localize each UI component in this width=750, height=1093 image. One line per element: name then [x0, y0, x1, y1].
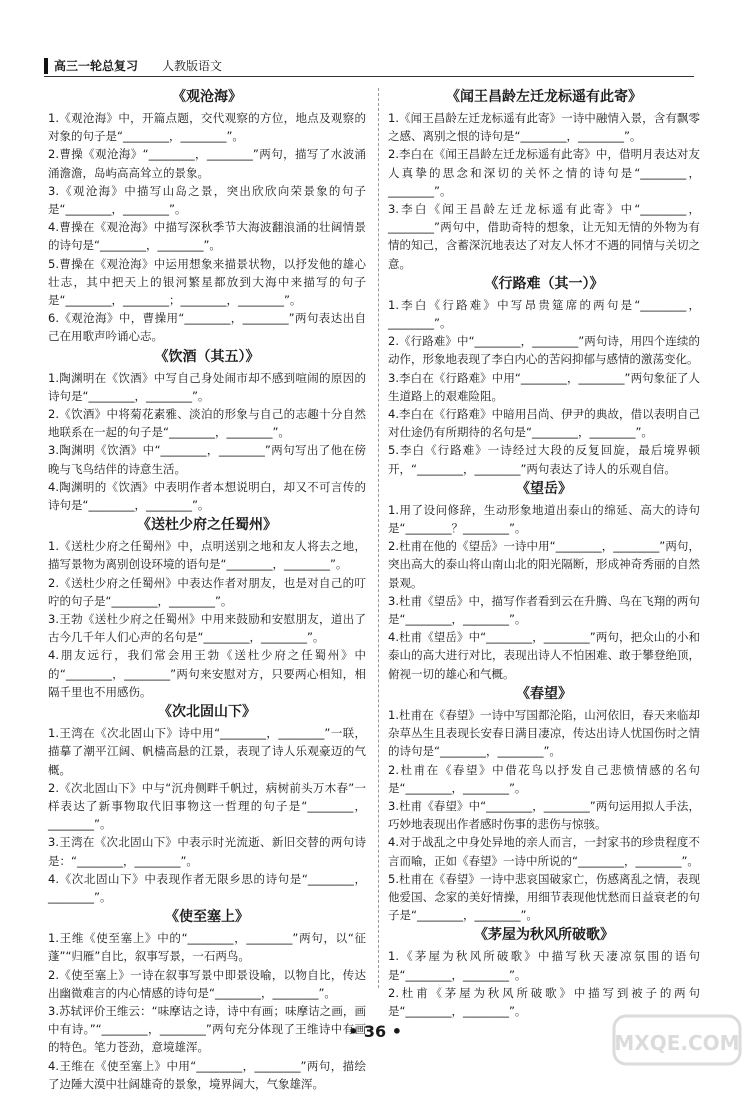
question-item: 1.《送杜少府之任蜀州》中，点明送别之地和友人将去之地，描写景物为离别创设环境的语句是“________，________”。	[48, 539, 366, 572]
section-title: 《闻王昌龄左迁龙标遥有此寄》	[446, 89, 642, 105]
section-title: 《饮酒（其五）》	[154, 348, 260, 365]
question-item: 1.《茅屋为秋风所破歌》中描写秋天凄凉氛围的语句是“________，________”。	[388, 949, 700, 982]
question-item: 3.杜甫《春望》中“________，________”两句运用拟人手法，巧妙地表现出作者感时伤事的悲伤与惊骇。	[388, 798, 700, 832]
question-item: 1.《观沧海》中，开篇点题，交代观察的方位，地点及观察的对象的句子是“________，________”。	[48, 111, 366, 144]
book-series-tag: 高三一轮总复习	[44, 58, 138, 74]
question-item: 4.对于战乱之中身处异地的亲人而言，一封家书的珍贵程度不言而喻，正如《春望》一诗中所说的“________，________”。	[388, 835, 700, 868]
question-item: 1.《闻王昌龄左迁龙标遥有此寄》一诗中融情入景，含有飘零之感、离别之恨的诗句是“________，________”。	[388, 111, 700, 144]
question-item: 3.《观沧海》中描写山岛之景，突出欣欣向荣景象的句子是“________，________”。	[48, 183, 366, 217]
section-title: 《行路难（其一）》	[484, 275, 604, 292]
question-item: 1.用了设问修辞，生动形象地道出泰山的绵延、高大的诗句是“________？________”。	[388, 502, 700, 536]
left-column	[48, 86, 366, 1093]
question-item: 4.陶渊明的《饮酒》中表明作者本想说明白，却又不可言传的诗句是“________，________”。	[48, 479, 366, 513]
question-item: 3.杜甫《望岳》中，描写作者看到云在升腾、鸟在飞翔的两句是“________，________”。	[388, 593, 700, 627]
question-item: 1.李白《行路难》中写昂贵筵席的两句是“________，________”。	[388, 297, 700, 331]
question-item: 4.王维在《使至塞上》中用“________，________”两句，描绘了边陲大漠中壮阔雄奇的景象，境界阔大，气象雄浑。	[48, 1058, 366, 1091]
section-title: 《使至塞上》	[165, 909, 249, 926]
question-item: 3.李白在《行路难》中用“________，________”两句象征了人生道路上的艰难险阻。	[388, 370, 700, 403]
question-item: 3.陶渊明《饮酒》中“________，________”两句写出了他在傍晚与飞鸟结伴的诗意生活。	[48, 443, 366, 476]
question-item: 3.王湾在《次北固山下》中表示时光流逝、新旧交替的两句诗是：“________，________”。	[48, 835, 366, 868]
section-title: 《送杜少府之任蜀州》	[137, 517, 277, 534]
page-number: • 36 •	[348, 1022, 402, 1041]
question-item: 2.《送杜少府之任蜀州》中表达作者对朋友，也是对自己的叮咛的句子是“________，________”。	[48, 575, 366, 608]
question-item: 2.杜甫在他的《望岳》一诗中用“________，________”两句，突出高大的泰山将山南山北的阳光隔断，形成神奇秀丽的自然景观。	[388, 539, 700, 590]
page-header	[44, 58, 694, 78]
section-title: 《次北固山下》	[158, 704, 256, 721]
question-item: 6.《观沧海》中，曹操用“________，________”两句表达出自己在用歌声吟诵心志。	[48, 311, 366, 344]
question-item: 4.李白在《行路难》中暗用吕尚、伊尹的典故，借以表明自己对仕途仍有所期待的名句是“________，________”。	[388, 407, 700, 440]
watermark-logo	[612, 1012, 742, 1068]
question-item: 3.王勃《送杜少府之任蜀州》中用来鼓励和安慰朋友，道出了古今几千年人们心声的名句是“________，________”。	[48, 612, 366, 645]
section-title: 《茅屋为秋风所破歌》	[474, 927, 614, 944]
question-item: 3.李白《闻王昌龄左迁龙标遥有此寄》中“________，________”两句中，借助奇特的想象，让无知无情的外物为有情的知己，含蓄深沉地表达了对友人怀才不遇的同情与关切之意。	[388, 202, 700, 271]
question-item: 2.杜甫在《春望》中借花鸟以抒发自己悲愤情感的名句是“________，________”。	[388, 762, 700, 795]
column-divider	[378, 88, 379, 988]
question-item: 4.朋友远行，我们常会用王勃《送杜少府之任蜀州》中的“________，________”两句来安慰对方，只要两心相知，相隔千里也不用感伤。	[48, 648, 366, 699]
section-title: 《春望》	[516, 685, 572, 702]
right-column	[388, 86, 700, 1020]
question-item: 5.李白《行路难》一诗经过大段的反复回旋，最后境界顿开，“________，________”两句表达了诗人的乐观自信。	[388, 443, 700, 476]
question-item: 1.王湾在《次北固山下》诗中用“________，________”一联，描摹了潮平江阔、帆樯高悬的江景，表现了诗人乐观豪迈的气概。	[48, 726, 366, 777]
question-item: 2.曹操《观沧海》“________，________”两句，描写了水波涌涌澹澹，岛屿高高耸立的景象。	[48, 147, 366, 180]
question-item: 3.苏轼评价王维云：“味摩诘之诗，诗中有画；味摩诘之画，画中有诗。”“________，________”两句充分体现了王维诗中有画的特色。笔力苍劲，意境雄浑。	[48, 1003, 366, 1055]
header-rule	[44, 76, 694, 77]
watermark-text: MXQE.COM	[614, 1031, 740, 1055]
question-item: 5.曹操在《观沧海》中运用想象来描景状物，以抒发他的雄心壮志，其中把天上的银河繁星都放到大海中来描写的句子是“________，________；________，________”。	[48, 256, 366, 308]
question-item: 1.陶渊明在《饮酒》中写自己身处闹市却不感到喧闹的原因的诗句是“________，________”。	[48, 370, 366, 403]
question-item: 2.《使至塞上》一诗在叙事写景中即景设喻，以物自比，传达出幽微难言的内心情感的诗句是“________，________”。	[48, 967, 366, 1000]
section-title: 《望岳》	[516, 480, 572, 497]
question-item: 2.杜甫《茅屋为秋风所破歌》中描写到被子的两句是“________，________”。	[388, 985, 700, 1018]
question-item: 2.李白在《闻王昌龄左迁龙标遥有此寄》中，借明月表达对友人真挚的思念和深切的关怀之情的诗句是“________，________”。	[388, 147, 700, 198]
question-item: 2.《饮酒》中将菊花素雅、淡泊的形象与自己的志趣十分自然地联系在一起的句子是“________，________”。	[48, 407, 366, 440]
question-item: 4.《次北固山下》中表现作者无限乡思的诗句是“________，________”。	[48, 871, 366, 904]
question-item: 1.王维《使至塞上》中的“________，________”两句，以“征蓬”“归雁”自比，叙事写景，一石两鸟。	[48, 931, 366, 964]
section-title: 《观沧海》	[172, 89, 242, 105]
question-item: 4.曹操在《观沧海》中描写深秋季节大海波翻浪涌的壮阔情景的诗句是“________，________”。	[48, 220, 366, 253]
question-item: 2.《行路难》中“________，________”两句诗，用四个连续的动作，形象地表现了李白内心的苦闷抑郁与感情的激荡变化。	[388, 334, 700, 367]
question-item: 5.杜甫在《春望》一诗中悲哀国破家亡，伤感离乱之情，表现他爱国、念家的美好情操，用细节表现他忧愁而日益衰老的句子是“________，________”。	[388, 871, 700, 923]
question-item: 2.《次北固山下》中与“沉舟侧畔千帆过，病树前头万木春”一样表达了新事物取代旧事物这一哲理的句子是“________，________”。	[48, 780, 366, 832]
question-item: 1.杜甫在《春望》一诗中写国都沦陷，山河依旧，春天来临却杂草丛生且表现长安春日满目凄凉，传达出诗人忧国伤时之情的诗句是“________，________”。	[388, 707, 700, 759]
book-subtitle: 人教版语文	[162, 59, 223, 73]
question-item: 4.杜甫《望岳》中“________，________”两句，把众山的小和泰山的高大进行对比，表现出诗人不怕困难、敢于攀登绝顶，俯视一切的雄心和气概。	[388, 630, 700, 681]
